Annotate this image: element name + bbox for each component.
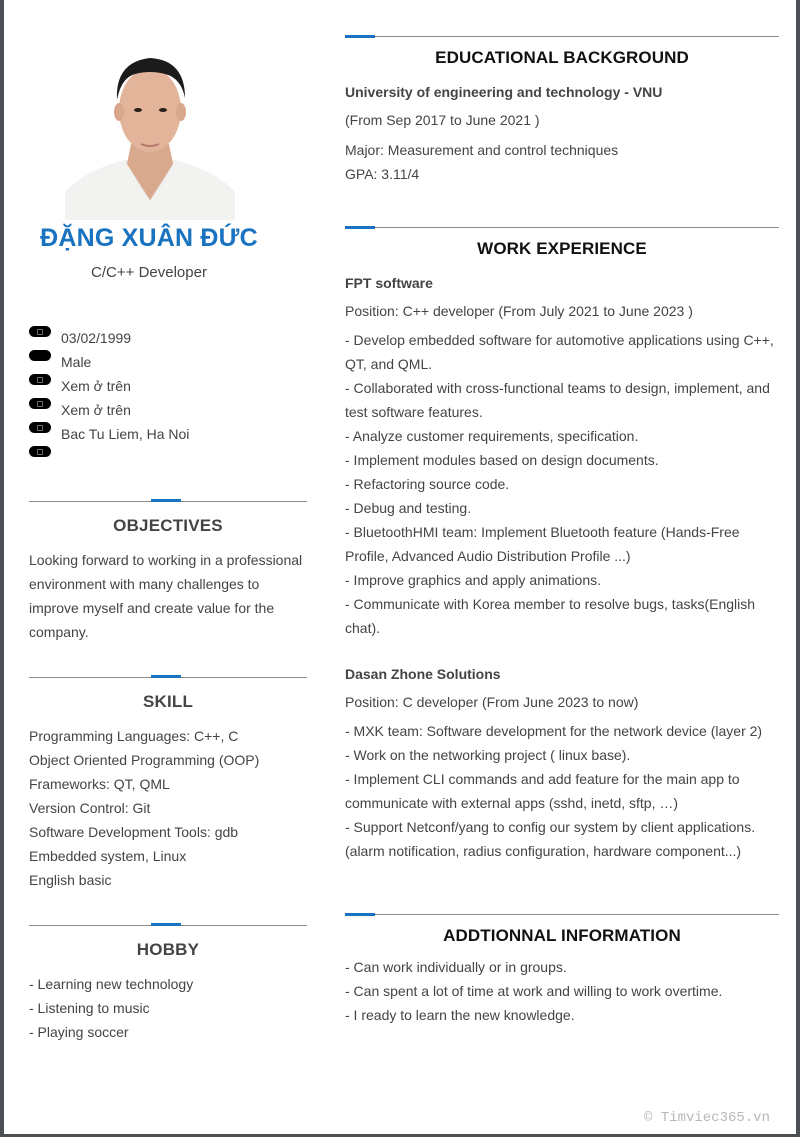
company-name: Dasan Zhone Solutions: [345, 666, 501, 682]
duty-item: - Improve graphics and apply animations.: [345, 572, 602, 588]
skill-item: Embedded system, Linux: [29, 848, 187, 864]
skill-item: Version Control: Git: [29, 800, 151, 816]
additional-item: - Can work individually or in groups.: [345, 959, 567, 975]
additional-item: - Can spent a lot of time at work and willing to work overtime.: [345, 983, 723, 999]
skill-list: [29, 724, 307, 892]
section-heading: EDUCATIONAL BACKGROUND: [435, 48, 689, 67]
additional-section: [345, 914, 779, 1027]
objectives-text: Looking forward to working in a professional environment with many challenges to improve myself and create value for the company.: [29, 552, 303, 640]
skill-item: Frameworks: QT, QML: [29, 776, 170, 792]
phone-icon: [29, 374, 51, 385]
section-heading: HOBBY: [136, 940, 200, 959]
education-section: [345, 36, 779, 186]
contact-phone: [29, 374, 307, 398]
website-icon: [29, 446, 51, 457]
contact-email: [29, 398, 307, 422]
education-period: (From Sep 2017 to June 2021 ): [345, 112, 540, 128]
skill-item: Software Development Tools: gdb: [29, 824, 239, 840]
section-divider: [345, 914, 779, 915]
skill-item: English basic: [29, 872, 112, 888]
skill-item: Object Oriented Programming (OOP): [29, 752, 260, 768]
candidate-name: ĐẶNG XUÂN ĐỨC: [40, 224, 258, 252]
duty-list: [345, 328, 779, 640]
section-heading: ADDTIONNAL INFORMATION: [443, 926, 681, 945]
skill-item: Programming Languages: C++, C: [29, 728, 239, 744]
duty-item: - Implement CLI commands and add feature for the main app to communicate with external apps (sshd, inetd, sftp, …): [345, 771, 740, 811]
additional-list: [345, 955, 779, 1027]
duty-item: - BluetoothHMI team: Implement Bluetooth feature (Hands-Free Profile, Advanced Audio Distribution Profile ...): [345, 524, 740, 564]
calendar-icon: [29, 326, 51, 337]
section-divider: [29, 925, 307, 926]
duty-item: - Refactoring source code.: [345, 476, 510, 492]
job-position: Position: C++ developer (From July 2021 to June 2023 ): [345, 303, 693, 319]
section-divider: [29, 677, 307, 678]
contact-list: [29, 326, 307, 470]
duty-item: - MXK team: Software development for the network device (layer 2): [345, 723, 763, 739]
contact-value: Male: [61, 354, 92, 370]
hobby-item: - Learning new technology: [29, 976, 194, 992]
hobby-list: [29, 972, 307, 1044]
contact-value: 03/02/1999: [61, 330, 132, 346]
watermark: © Timviec365.vn: [643, 1110, 770, 1126]
contact-website: [29, 446, 307, 470]
profile-photo-icon: [65, 52, 235, 220]
contact-gender: [29, 350, 307, 374]
contact-value: Xem ở trên: [61, 378, 131, 394]
duty-item: - Debug and testing.: [345, 500, 472, 516]
duty-item: - Implement modules based on design documents.: [345, 452, 659, 468]
hobby-section: [29, 925, 307, 1044]
work-section: [345, 227, 779, 863]
duty-list: [345, 719, 779, 863]
duty-item: - Analyze customer requirements, specification.: [345, 428, 639, 444]
education-major: Major: Measurement and control techniques: [345, 142, 619, 158]
hobby-item: - Listening to music: [29, 1000, 150, 1016]
contact-value: Bac Tu Liem, Ha Noi: [61, 426, 190, 442]
duty-item: - Develop embedded software for automotive applications using C++, QT, and QML.: [345, 332, 774, 372]
candidate-title: C/C++ Developer: [91, 264, 207, 281]
duty-item: - Communicate with Korea member to resolve bugs, tasks(English chat).: [345, 596, 756, 636]
section-heading: WORK EXPERIENCE: [477, 239, 647, 258]
gender-icon: [29, 350, 51, 361]
section-divider: [29, 501, 307, 502]
contact-address: [29, 422, 307, 446]
duty-item: - Work on the networking project ( linux base).: [345, 747, 631, 763]
skill-section: [29, 677, 307, 892]
objectives-section: [29, 501, 307, 644]
section-heading: OBJECTIVES: [113, 516, 223, 535]
section-heading: SKILL: [142, 692, 194, 711]
avatar: [65, 52, 235, 220]
company-name: FPT software: [345, 275, 433, 291]
duty-item: - Collaborated with cross-functional teams to design, implement, and test software features.: [345, 380, 770, 420]
additional-item: - I ready to learn the new knowledge.: [345, 1007, 575, 1023]
email-icon: [29, 398, 51, 409]
school-name: University of engineering and technology - VNU: [345, 84, 663, 100]
education-gpa: GPA: 3.11/4: [345, 166, 420, 182]
job-position: Position: C developer (From June 2023 to now): [345, 694, 639, 710]
hobby-item: - Playing soccer: [29, 1024, 129, 1040]
contact-value: Xem ở trên: [61, 402, 131, 418]
location-icon: [29, 422, 51, 433]
duty-item: - Support Netconf/yang to config our system by client applications. (alarm notification, radius configuration, hardware component...): [345, 819, 756, 859]
contact-birthday: [29, 326, 307, 350]
section-divider: [345, 227, 779, 228]
section-divider: [345, 36, 779, 37]
